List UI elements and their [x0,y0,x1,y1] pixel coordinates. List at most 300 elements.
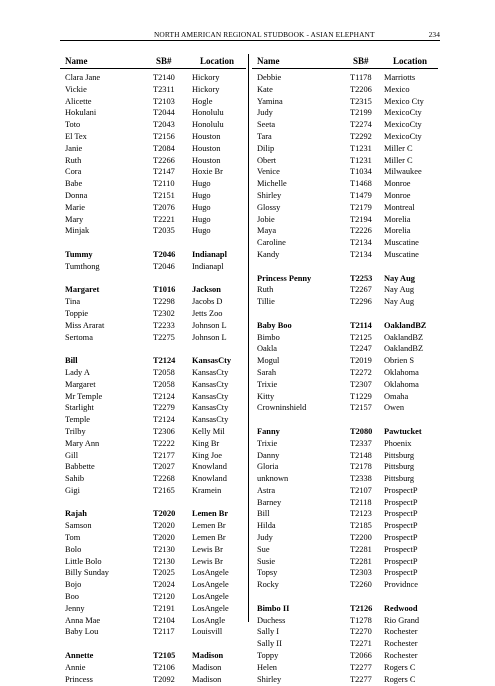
animal-name: Caroline [257,238,286,248]
table-row [60,462,246,474]
table-row [60,356,246,368]
table-row [60,474,246,486]
sb-column-header: SB# [353,56,369,66]
animal-name: Duchess [257,615,286,625]
animal-name: Rocky [257,580,279,590]
studbook-number: T2267 [350,285,372,295]
studbook-number: T2124 [153,356,176,366]
studbook-number: T2151 [153,190,175,200]
location-code: Houston [192,131,221,141]
animal-name: Crowninshield [257,403,307,413]
studbook-number: T2271 [350,639,372,649]
location-code: MexicoCty [384,131,422,141]
animal-name: unknown [257,474,289,484]
location-code: Lewis Br [192,544,223,554]
location-code: Mexico [384,84,410,94]
studbook-number: T2114 [350,320,372,330]
animal-name: Miss Ararat [65,320,105,330]
animal-name: Mary Ann [65,438,100,448]
table-row [252,274,438,286]
animal-name: Ruth [257,285,274,295]
location-code: Omaha [384,391,409,401]
animal-name: Annette [65,651,94,661]
studbook-number: T2233 [153,320,175,330]
location-code: Rogers C [384,674,416,684]
studbook-number: T2272 [350,367,372,377]
animal-name: Sahib [65,474,85,484]
animal-name: Yamina [257,96,283,106]
left-column [60,54,246,686]
location-code: ProspectP [384,509,418,519]
table-row [60,592,246,604]
animal-name: Tillie [257,297,275,307]
location-code: Hugo [192,202,211,212]
studbook-number: T1231 [350,143,372,153]
table-row [60,203,246,215]
animal-name: Lady A [65,367,90,377]
group-spacer [60,344,246,356]
location-code: Pittsburg [384,474,415,484]
studbook-number: T2268 [153,474,175,484]
table-row [252,297,438,309]
studbook-number: T2200 [350,533,372,543]
location-code: Johnson L [192,332,227,342]
studbook-number: T2277 [350,662,372,672]
table-row [60,262,246,274]
table-row [252,250,438,262]
location-code: Marriotts [384,73,416,82]
table-row [60,580,246,592]
studbook-number: T2147 [153,167,175,177]
table-row [60,226,246,238]
group-spacer [60,274,246,286]
animal-name: Michelle [257,179,287,189]
table-row [60,132,246,144]
studbook-number: T2104 [153,615,175,625]
header-divider [60,40,440,41]
studbook-number: T2292 [350,131,372,141]
column-divider [248,54,249,622]
studbook-number: T2298 [153,297,175,307]
studbook-number: T2315 [350,96,372,106]
group-spacer [60,639,246,651]
studbook-number: T1278 [350,615,372,625]
table-row [60,627,246,639]
table-row [252,627,438,639]
location-code: Rogers C [384,662,416,672]
table-row [60,333,246,345]
table-row [60,521,246,533]
location-code: Hugo [192,214,211,224]
location-code: LosAngele [192,580,229,590]
animal-name: Kate [257,84,273,94]
location-code: ProspectP [384,533,418,543]
animal-name: Maya [257,226,277,236]
animal-name: Bimbo [257,332,280,342]
name-column-header: Name [257,56,280,66]
page-number: 234 [428,30,440,39]
location-code: MexicoCty [384,108,422,118]
studbook-number: T2117 [153,627,175,637]
studbook-number: T2247 [350,344,372,354]
studbook-number: T2307 [350,379,372,389]
studbook-number: T2296 [350,297,372,307]
animal-name: Tara [257,131,272,141]
location-code: LosAngele [192,603,229,613]
animal-name: Judy [257,533,273,543]
animal-name: Jobie [257,214,275,224]
studbook-number: T2277 [350,674,372,684]
studbook-number: T2302 [153,308,175,318]
location-code: Pittsburg [384,462,415,472]
table-row [60,533,246,545]
animal-name: Bill [257,509,270,519]
table-row [252,462,438,474]
animal-name: Rajah [65,509,87,519]
table-row [252,451,438,463]
studbook-number: T2199 [350,108,372,118]
animal-name: Babbette [65,462,95,472]
location-code: Montreal [384,202,415,212]
studbook-number: T2106 [153,662,175,672]
table-row [252,144,438,156]
animal-name: Sarah [257,367,277,377]
animal-name: Tumthong [65,261,100,271]
studbook-number: T2044 [153,108,175,118]
location-code: Indianapl [192,249,227,259]
table-row [252,97,438,109]
animal-name: Gloria [257,462,279,472]
animal-name: Shirley [257,190,282,200]
location-code: KansasCty [192,391,229,401]
table-row [252,616,438,628]
table-row [60,380,246,392]
location-code: Pittsburg [384,450,415,460]
studbook-number: T2260 [350,580,372,590]
location-code: Lemen Br [192,509,229,519]
studbook-number: T2058 [153,379,175,389]
location-code: Jackson [192,285,221,295]
table-row [60,156,246,168]
animal-name: Jenny [65,603,85,613]
studbook-number: T2103 [153,96,175,106]
animal-name: Princess Penny [257,273,312,283]
animal-name: Temple [65,415,90,425]
table-row [60,651,246,663]
name-column-header: Name [65,56,88,66]
location-code: Hugo [192,226,211,236]
animal-name: Glossy [257,202,281,212]
studbook-number: T2084 [153,143,175,153]
studbook-number: T2270 [350,627,372,637]
table-row [60,215,246,227]
studbook-number: T1468 [350,179,372,189]
table-row [252,215,438,227]
location-code: Kramein [192,485,222,495]
table-row [60,509,246,521]
table-row [252,427,438,439]
location-code: Lemen Br [192,533,226,543]
animal-name: Helen [257,662,277,672]
studbook-number: T2124 [153,415,175,425]
location-code: Miller C [384,143,413,153]
animal-name: Judy [257,108,273,118]
studbook-number: T1016 [153,285,176,295]
location-code: Nay Aug [384,297,415,307]
studbook-number: T2035 [153,226,175,236]
right-column [252,54,438,686]
location-code: Monroe [384,190,411,200]
table-row [252,333,438,345]
location-code: KansasCty [192,403,229,413]
table-row [252,639,438,651]
table-row [60,309,246,321]
location-code: Madison [192,651,224,661]
studbook-number: T2140 [153,73,175,82]
animal-name: Donna [65,190,88,200]
location-code: KansasCty [192,367,229,377]
animal-name: Mogul [257,356,280,366]
table-row [60,108,246,120]
table-row [252,486,438,498]
studbook-number: T2206 [350,84,372,94]
animal-name: Billy Sunday [65,568,109,578]
location-code: OaklandBZ [384,320,427,330]
animal-name: Gigi [65,485,80,495]
table-row [252,73,438,85]
location-code: Rochester [384,651,418,661]
table-row [252,132,438,144]
studbook-number: T2046 [153,261,175,271]
studbook-number: T1178 [350,73,372,82]
table-row [252,108,438,120]
studbook-number: T2080 [350,426,373,436]
location-code: Muscatine [384,249,419,259]
table-row [252,203,438,215]
studbook-number: T2027 [153,462,175,472]
table-row [252,392,438,404]
table-row [60,85,246,97]
animal-name: Gill [65,450,79,460]
table-row [252,403,438,415]
animal-name: Trixie [257,379,278,389]
studbook-number: T2076 [153,202,175,212]
animal-name: Barney [257,497,282,507]
animal-name: Tina [65,297,81,307]
animal-name: Shirley [257,674,282,684]
location-code: ProspectP [384,556,418,566]
left-table-body [60,73,246,686]
animal-name: Princess [65,674,93,684]
studbook-number: T2226 [350,226,372,236]
location-code: Hugo [192,190,211,200]
table-row [252,380,438,392]
location-code: Jacobs D [192,297,223,307]
location-code: Madison [192,674,222,684]
animal-name: Margaret [65,379,96,389]
location-code: Morelia [384,226,411,236]
animal-name: Toto [65,120,81,130]
location-code: Knowland [192,462,227,472]
studbook-number: T2275 [153,332,175,342]
studbook-number: T2058 [153,367,175,377]
table-row [60,604,246,616]
table-row [252,344,438,356]
table-row [252,580,438,592]
animal-name: Baby Boo [257,320,292,330]
location-code: Houston [192,143,221,153]
group-spacer [252,415,438,427]
location-code: LosAngele [192,592,229,602]
location-code: Obrien S [384,356,415,366]
studbook-number: T2311 [153,84,175,94]
group-spacer [252,309,438,321]
animal-name: Bill [65,356,78,366]
animal-name: Little Bolo [65,556,102,566]
studbook-number: T2281 [350,556,372,566]
location-code: Owen [384,403,405,413]
table-row [252,321,438,333]
location-code: ProspectP [384,544,418,554]
location-code: Lemen Br [192,521,226,531]
location-column-header: Location [200,56,235,66]
group-spacer [60,498,246,510]
animal-name: Samson [65,521,92,531]
studbook-number: T2279 [153,403,175,413]
table-row [252,498,438,510]
location-code: Milwaukee [384,167,422,177]
location-code: Oklahoma [384,367,419,377]
location-code: Miller C [384,155,413,165]
table-row [60,403,246,415]
location-code: ProspectP [384,521,418,531]
studbook-number: T2221 [153,214,175,224]
animal-name: Debbie [257,73,282,82]
animal-name: Sue [257,544,270,554]
animal-name: Clara Jane [65,73,101,82]
studbook-number: T2306 [153,426,175,436]
studbook-number: T2024 [153,580,175,590]
table-row [252,533,438,545]
animal-name: Mary [65,214,84,224]
studbook-number: T2338 [350,474,372,484]
location-code: Rochester [384,639,418,649]
location-code: Muscatine [384,238,419,248]
studbook-number: T2124 [153,391,175,401]
table-row [60,297,246,309]
animal-name: Toppie [65,308,89,318]
right-column-header [252,54,438,68]
animal-name: Toppy [257,651,279,661]
location-code: Honolulu [192,120,224,130]
location-code: LosAngle [192,615,226,625]
table-row [60,167,246,179]
table-row [252,156,438,168]
animal-name: Bojo [65,580,82,590]
animal-name: Cora [65,167,82,177]
location-code: Redwood [384,603,418,613]
table-row [60,97,246,109]
table-row [252,285,438,297]
table-row [252,651,438,663]
animal-name: Bimbo II [257,603,290,613]
location-code: Providnce [384,580,418,590]
location-code: Hogle [192,96,213,106]
animal-name: Susie [257,556,276,566]
studbook-number: T2092 [153,674,175,684]
animal-name: Kandy [257,249,280,259]
location-code: ProspectP [384,485,418,495]
animal-name: Trilby [65,426,86,436]
location-code: Rio Grand [384,615,420,625]
page-header [60,27,440,41]
table-row [60,451,246,463]
animal-name: Hokulani [65,108,97,118]
location-code: Louisvill [192,627,223,637]
animal-name: Venice [257,167,280,177]
location-code: ProspectP [384,497,418,507]
location-code: Phoenix [384,438,412,448]
table-row [252,675,438,686]
location-code: Madison [192,662,222,672]
table-row [60,568,246,580]
studbook-number: T2274 [350,120,372,130]
table-row [252,238,438,250]
animal-name: Babe [65,179,83,189]
animal-name: Vickie [65,84,87,94]
studbook-number: T2105 [153,651,176,661]
left-column-header [60,54,246,68]
table-row [60,191,246,203]
location-code: Johnson L [192,320,227,330]
animal-name: Starlight [65,403,94,413]
studbook-number: T2020 [153,509,176,519]
table-row [252,557,438,569]
location-code: Houston [192,155,221,165]
location-column-header: Location [393,56,428,66]
location-code: Pawtucket [384,426,422,436]
table-row [60,663,246,675]
studbook-number: T2110 [153,179,175,189]
table-row [60,427,246,439]
table-row [60,321,246,333]
animal-name: Danny [257,450,280,460]
location-code: King Joe [192,450,223,460]
studbook-number: T2126 [350,603,373,613]
studbook-number: T2178 [350,462,372,472]
animal-name: Tummy [65,249,93,259]
location-code: KansasCty [192,379,229,389]
studbook-number: T2020 [153,521,175,531]
location-code: Hoxie Br [192,167,223,177]
table-row [60,392,246,404]
location-code: Lewis Br [192,556,223,566]
location-code: MexicoCty [384,120,422,130]
location-code: Hickory [192,84,220,94]
studbook-number: T2177 [153,450,175,460]
studbook-number: T2253 [350,273,373,283]
table-row [60,73,246,85]
studbook-number: T1229 [350,391,372,401]
animal-name: Seeta [257,120,276,130]
animal-name: Trixie [257,438,278,448]
group-spacer [60,238,246,250]
sb-column-header: SB# [156,56,172,66]
location-code: ProspectP [384,568,418,578]
studbook-number: T2156 [153,131,175,141]
location-code: Monroe [384,179,411,189]
animal-name: Margaret [65,285,100,295]
